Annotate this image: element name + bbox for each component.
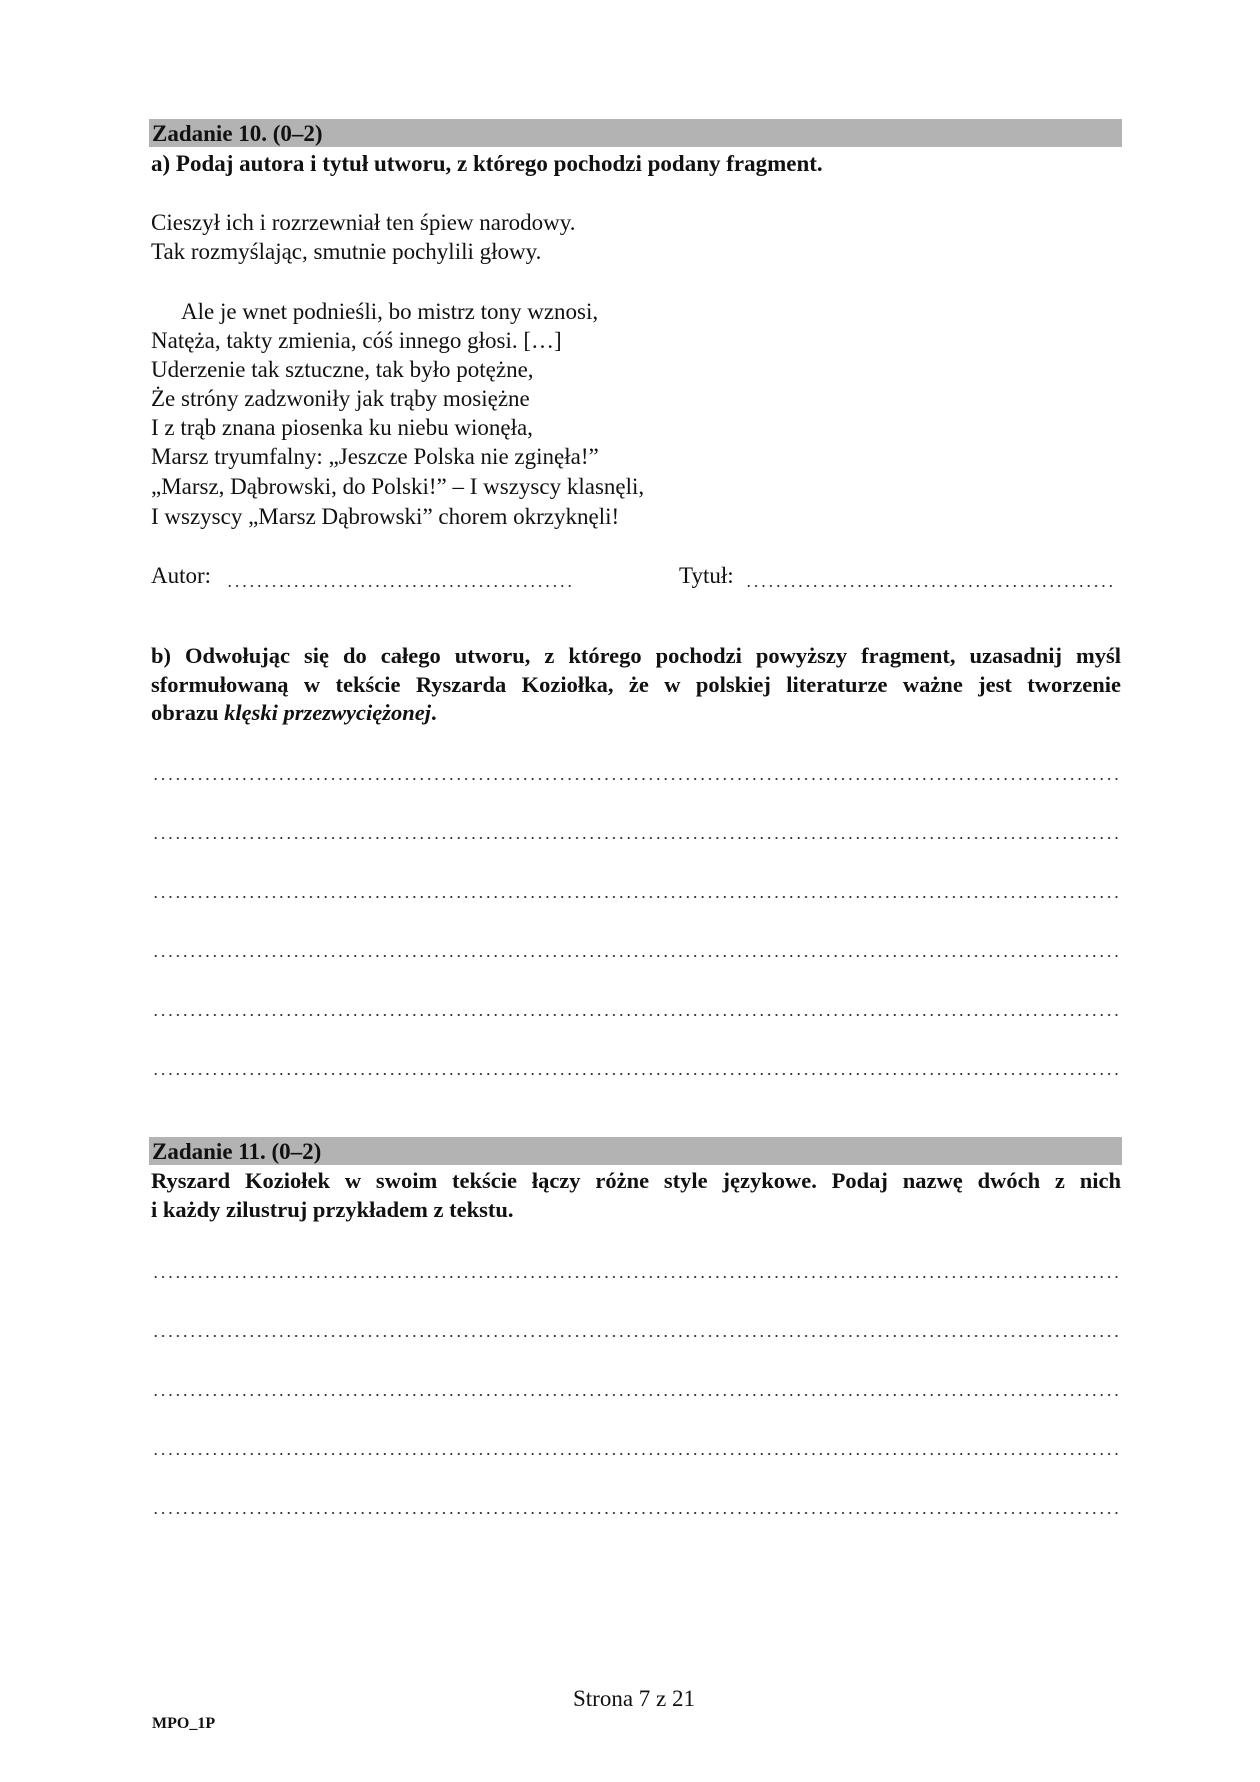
answer-line[interactable] — [152, 836, 1120, 840]
task11-header-bar — [149, 1137, 1122, 1165]
part-b-label: b) — [151, 643, 172, 668]
exam-code: MPO_1P — [152, 1715, 216, 1732]
part-b-period: . — [430, 700, 437, 725]
task10-header-bar — [149, 119, 1122, 147]
task10-part-b-line1 — [151, 641, 1121, 670]
poem-line: Cieszył ich i rozrzewniał ten śpiew narodowy. — [151, 210, 576, 235]
answer-line[interactable] — [152, 1511, 1120, 1515]
part-b-text: obrazu — [151, 700, 219, 725]
answer-line[interactable] — [152, 895, 1120, 899]
answer-line[interactable] — [152, 1334, 1120, 1338]
task10-header: Zadanie 10. (0–2) — [152, 121, 323, 146]
poem-line: Natęża, takty zmienia, cóś innego głosi. […] — [151, 328, 562, 353]
poem-line: I wszyscy „Marsz Dąbrowski” chorem okrzyknęli! — [151, 504, 620, 529]
part-b-emphasis: klęski przezwyciężonej — [224, 700, 431, 725]
part-b-text: Odwołując się do całego utworu, z którego pochodzi powyższy fragment, uzasadnij myśl — [185, 643, 1121, 668]
answer-line[interactable] — [152, 1275, 1120, 1279]
task11-instruction-line1: Ryszard Koziołek w swoim tekście łączy różne style językowe. Podaj nazwę dwóch z nich — [151, 1168, 1121, 1193]
poem-line: Tak rozmyślając, smutnie pochylili głowy. — [151, 239, 542, 264]
title-answer-field[interactable] — [745, 584, 1115, 588]
author-answer-field[interactable] — [226, 584, 574, 588]
poem-line: Ale je wnet podnieśli, bo mistrz tony wznosi, — [181, 299, 599, 324]
author-label: Autor: — [151, 563, 212, 588]
answer-line[interactable] — [152, 1072, 1120, 1076]
answer-line[interactable] — [152, 954, 1120, 958]
poem-line: Uderzenie tak sztuczne, tak było potężne, — [151, 357, 534, 382]
page-number: Strona 7 z 21 — [572, 1686, 695, 1711]
poem-line: I z trąb znana piosenka ku niebu wionęła, — [151, 415, 533, 440]
task11-header: Zadanie 11. (0–2) — [152, 1139, 322, 1164]
poem-line: „Marsz, Dąbrowski, do Polski!” – I wszyscy klasnęli, — [151, 474, 645, 499]
task10-part-a-instruction: a) Podaj autora i tytuł utworu, z którego pochodzi podany fragment. — [151, 151, 823, 176]
title-label: Tytuł: — [679, 563, 734, 588]
poem-line: Marsz tryumfalny: „Jeszcze Polska nie zginęła!” — [151, 444, 599, 469]
task11-instruction-line2: i każdy zilustruj przykładem z tekstu. — [151, 1197, 514, 1222]
answer-line[interactable] — [152, 1393, 1120, 1397]
answer-line[interactable] — [152, 1013, 1120, 1017]
task10-part-b-line3 — [151, 699, 437, 727]
poem-line: Że stróny zadzwoniły jak trąby mosiężne — [151, 386, 530, 411]
answer-line[interactable] — [152, 777, 1120, 781]
answer-line[interactable] — [152, 1452, 1120, 1456]
task10-part-b-line2: sformułowaną w tekście Ryszarda Koziołka, że w polskiej literaturze ważne jest tworzenie — [151, 672, 1121, 697]
